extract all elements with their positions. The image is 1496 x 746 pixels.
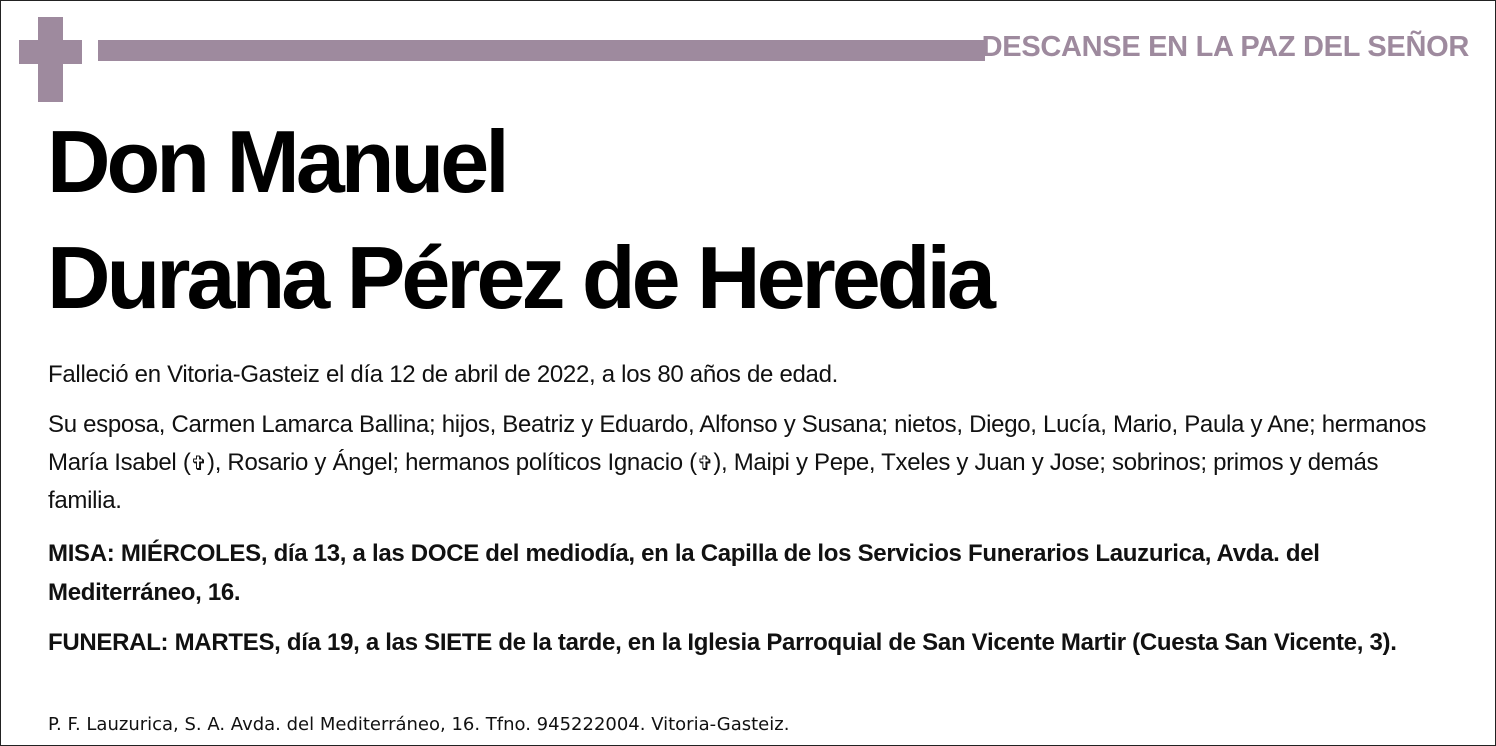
death-statement: Falleció en Vitoria-Gasteiz el día 12 de abril de 2022, a los 80 años de edad. — [48, 361, 839, 388]
family-statement — [48, 406, 1443, 520]
deceased-cross-icon: ✞ — [190, 451, 207, 475]
header-motto: DESCANSE EN LA PAZ DEL SEÑOR — [981, 31, 1469, 63]
deceased-name-line1: Don Manuel — [47, 112, 506, 211]
latin-cross-icon — [19, 17, 82, 102]
family-text-part2: ), Rosario y Ángel; hermanos políticos Ignacio ( — [207, 449, 697, 476]
funeral-home-footer: P. F. Lauzurica, S. A. Avda. del Mediterráneo, 16. Tfno. 945222004. Vitoria-Gasteiz. — [48, 714, 790, 735]
mass-announcement: MISA: MIÉRCOLES, día 13, a las DOCE del mediodía, en la Capilla de los Servicios Funerarios Lauzurica, Avda. del Mediterráneo, 16. — [48, 540, 1320, 606]
deceased-name-line2: Durana Pérez de Heredia — [47, 228, 992, 327]
family-text-part1: Su esposa, Carmen Lamarca Ballina; hijos, Beatriz y Eduardo, Alfonso y Susana; nietos, Diego, Lucía, Mario, Paula y Ane; hermanos María Isabel ( — [48, 411, 1427, 476]
deceased-cross-icon: ✞ — [696, 451, 714, 475]
header-divider-bar — [98, 40, 985, 61]
family-text-part3: ), Maipi y Pepe, Txeles y Juan y Jose; sobrinos; primos y demás familia. — [48, 449, 1379, 514]
funeral-announcement: FUNERAL: MARTES, día 19, a las SIETE de la tarde, en la Iglesia Parroquial de San Vicente Martir (Cuesta San Vicente, 3). — [48, 629, 1397, 656]
